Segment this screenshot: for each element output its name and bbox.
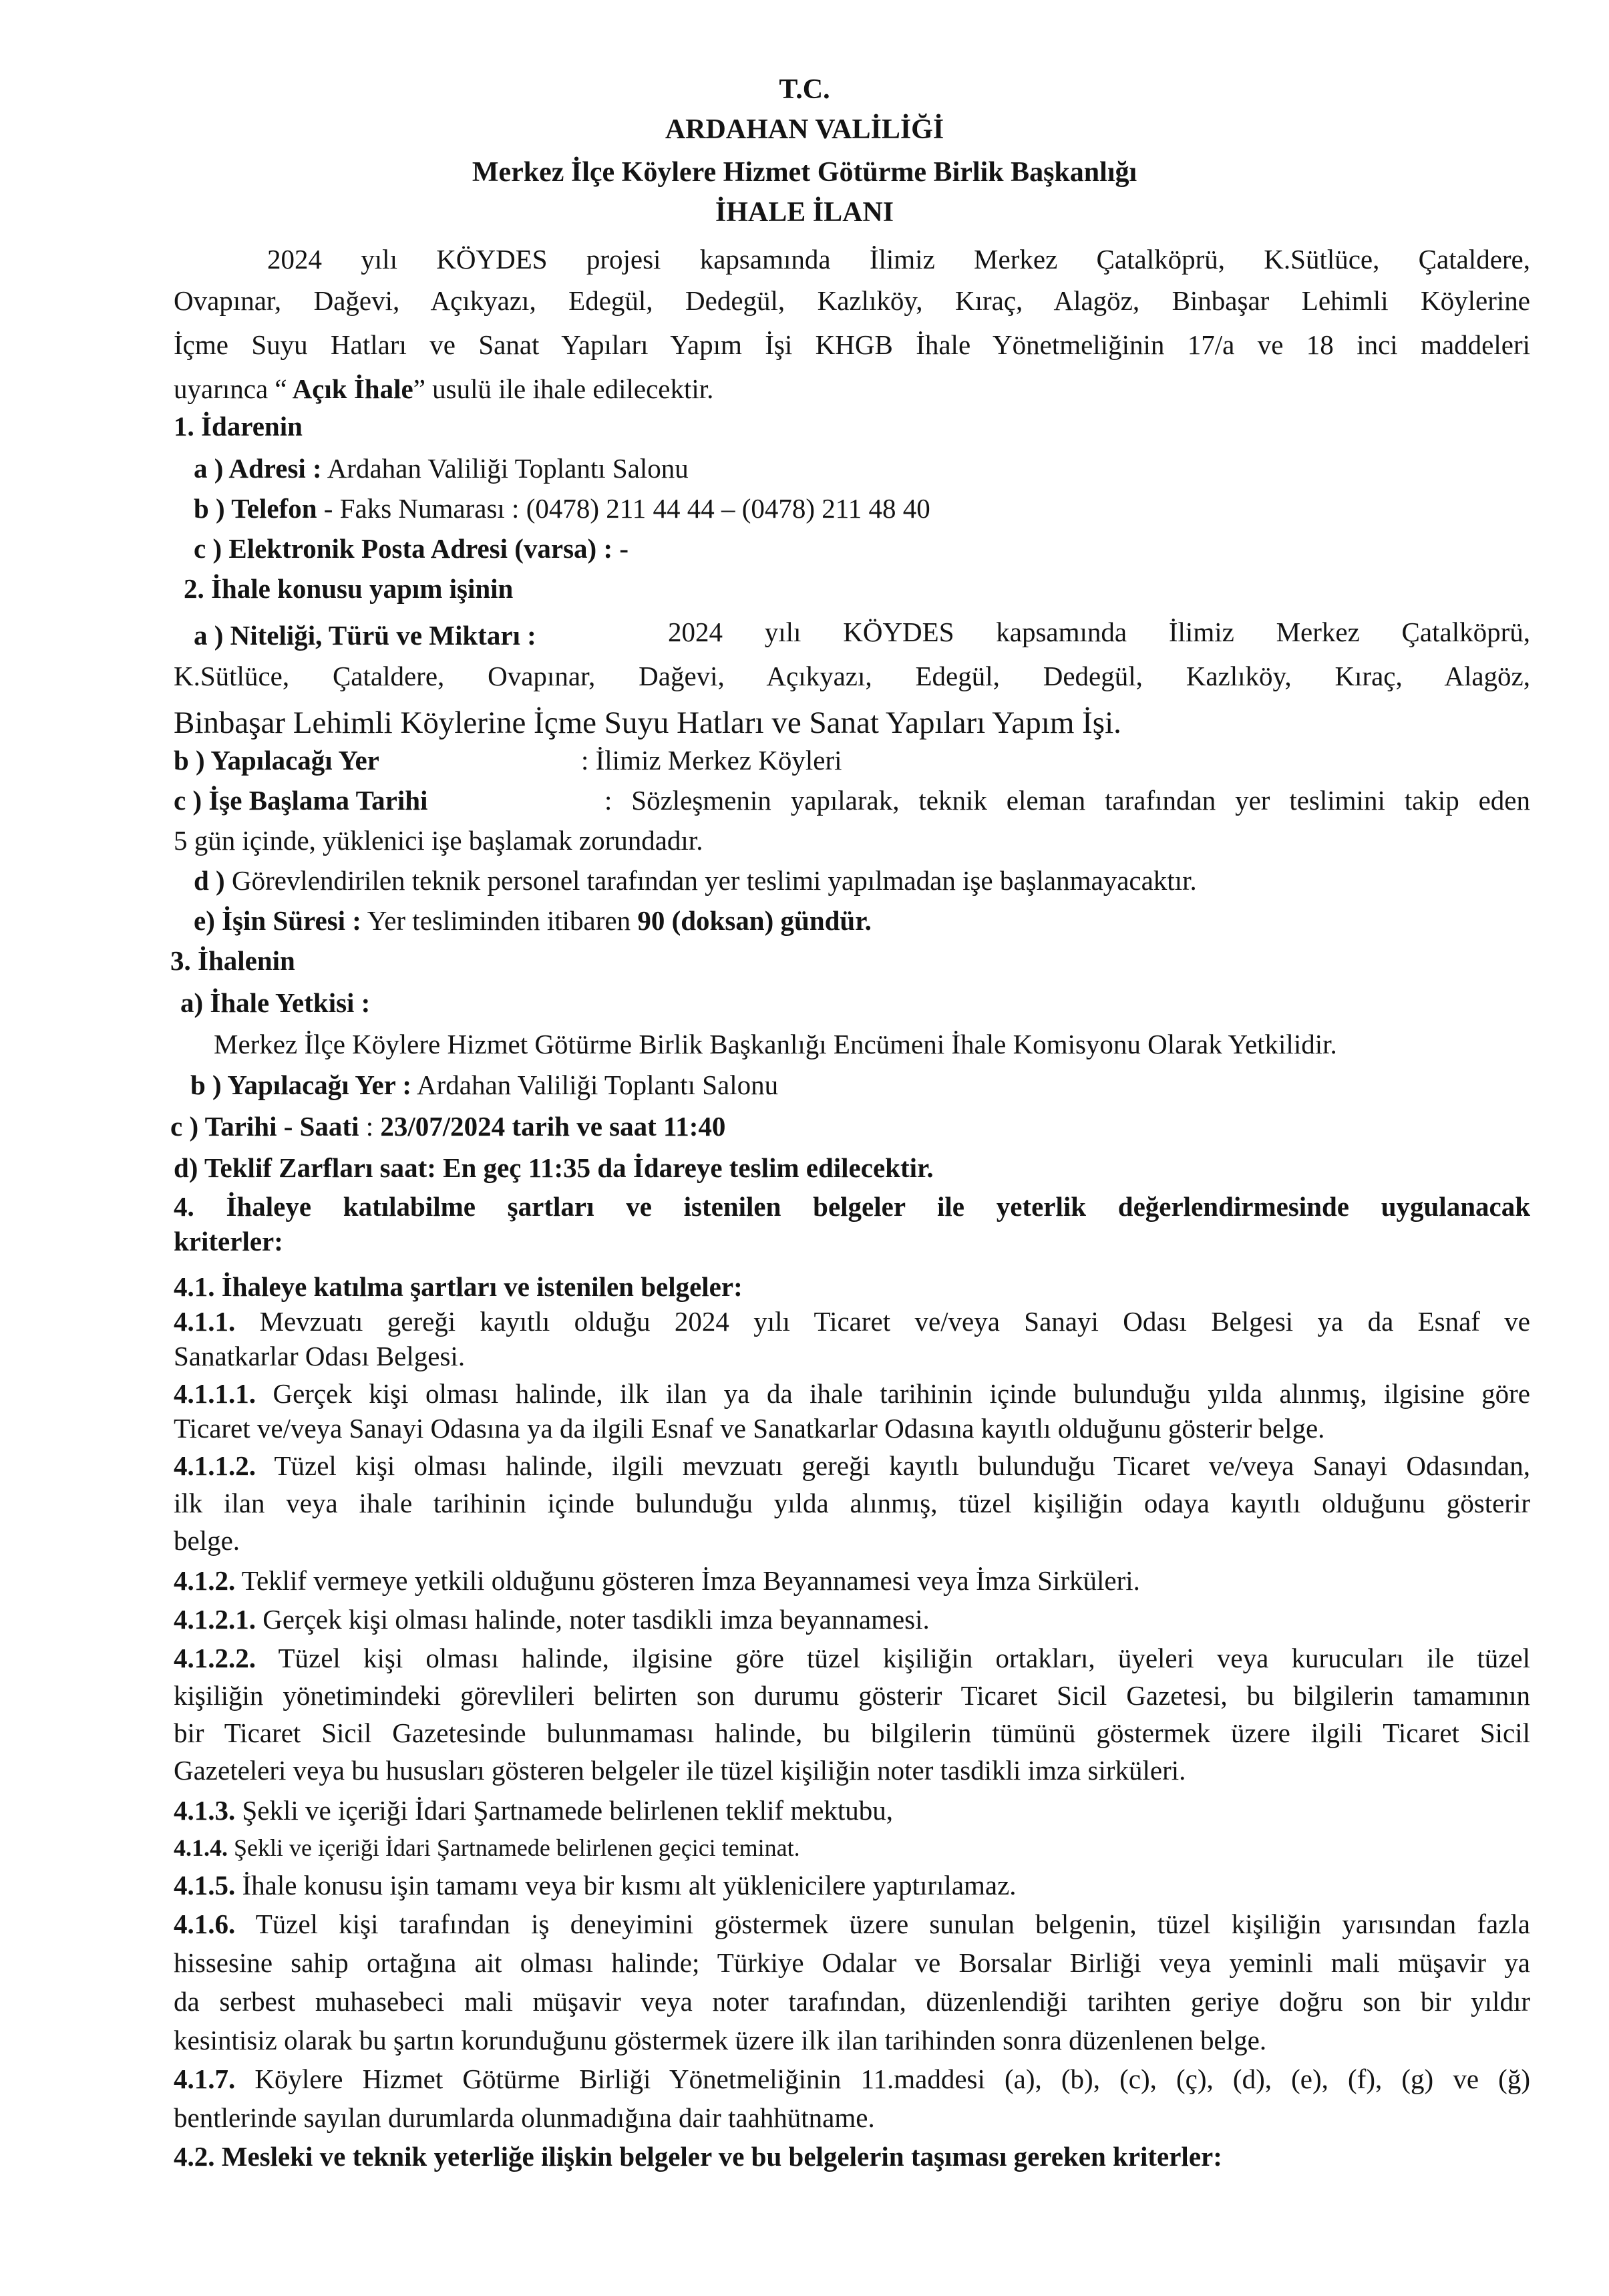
s2-nature-line-2: K.Sütlüce, Çataldere, Ovapınar, Dağevi, Açıkyazı, Edegül, Dedegül, Kazlıköy, Kıraç, Alagöz, xyxy=(174,661,1530,691)
s42-heading: 4.2. Mesleki ve teknik yeterliğe ilişkin belgeler ve bu belgelerin taşıması gereken kriterler: xyxy=(174,2141,1222,2172)
i4121-line xyxy=(174,1602,930,1637)
i414-num: 4.1.4. xyxy=(174,1834,228,1861)
header-governorship: ARDAHAN VALİLİĞİ xyxy=(665,114,944,145)
s4-heading-line-1: 4. İhaleye katılabilme şartları ve istenilen belgeler ile yeterlik değerlendirmesinde uygulanacak xyxy=(174,1191,1530,1222)
i4111-text: Gerçek kişi olması halinde, ilk ilan ya da ihale tarihinin içinde bulunduğu yılda alınmış, ilgisine göre xyxy=(256,1378,1530,1409)
s1-heading: 1. İdarenin xyxy=(174,411,303,442)
s3-venue-label: b ) Yapılacağı Yer : xyxy=(190,1070,412,1100)
s2-location-label: b ) Yapılacağı Yer xyxy=(174,745,379,776)
i4111-num: 4.1.1.1. xyxy=(174,1378,256,1409)
i417-line-2: bentlerinde sayılan durumlarda olunmadığına dair taahhütname. xyxy=(174,2102,875,2133)
intro-line-4-pre: uyarınca “ xyxy=(174,373,287,404)
i4111-line-2: Ticaret ve/veya Sanayi Odasına ya da ilgili Esnaf ve Sanatkarlar Odasına kayıtlı olduğunu gösterir belge. xyxy=(174,1413,1325,1444)
s2-location-value: : İlimiz Merkez Köyleri xyxy=(581,745,842,776)
s3-date-value: 23/07/2024 tarih ve saat 11:40 xyxy=(380,1111,726,1142)
i4112-line-1 xyxy=(174,1448,1530,1483)
i416-line-1 xyxy=(174,1907,1530,1941)
s1-address-label: a ) Adresi : xyxy=(194,453,322,484)
i4112-num: 4.1.1.2. xyxy=(174,1450,256,1481)
i411-num: 4.1.1. xyxy=(174,1306,236,1337)
s1-phone-value: - Faks Numarası : (0478) 211 44 44 – (0478) 211 48 40 xyxy=(317,493,930,524)
header-tc: T.C. xyxy=(779,74,830,105)
i411-line-1 xyxy=(174,1304,1530,1339)
intro-line-4 xyxy=(174,371,713,406)
i4111-line-1 xyxy=(174,1376,1530,1411)
i417-text: Köylere Hizmet Götürme Birliği Yönetmeliğinin 11.maddesi (a), (b), (c), (ç), (d), (e), (f), (g) ve (ğ) xyxy=(235,2064,1530,2094)
i4122-line-4: Gazeteleri veya bu hususları gösteren belgeler ile tüzel kişiliğin noter tasdikli imza sirküleri. xyxy=(174,1755,1186,1786)
s2-site-delivery xyxy=(194,863,1197,898)
i4112-line-2: ilk ilan veya ihale tarihinin içinde bulunduğu yılda alınmış, tüzel kişiliğin odaya kayıtlı olduğunu gösterir xyxy=(174,1488,1530,1518)
i416-line-3: da serbest muhasebeci mali müşavir veya noter tarafından, düzenlendiği tarihten geriye doğru son bir yıldır xyxy=(174,1986,1530,2017)
s2-d-label: d ) xyxy=(194,865,225,896)
i414-text: Şekli ve içeriği İdari Şartnamede belirlenen geçici teminat. xyxy=(228,1834,800,1861)
i417-line-1 xyxy=(174,2062,1530,2096)
s2-nature-line-3: Binbaşar Lehimli Köylerine İçme Suyu Hatları ve Sanat Yapıları Yapım İşi. xyxy=(174,705,1121,740)
s3-venue-value: Ardahan Valiliği Toplantı Salonu xyxy=(411,1070,779,1100)
notice-title: İHALE İLANI xyxy=(715,197,894,228)
i4112-line-3: belge. xyxy=(174,1525,240,1556)
i416-num: 4.1.6. xyxy=(174,1909,236,1939)
i415-num: 4.1.5. xyxy=(174,1870,236,1901)
i4122-num: 4.1.2.2. xyxy=(174,1643,256,1673)
i416-line-2: hissesine sahip ortağına ait olması halinde; Türkiye Odalar ve Borsalar Birliği veya yeminli mali müşavir ya xyxy=(174,1947,1530,1978)
i417-num: 4.1.7. xyxy=(174,2064,236,2094)
i415-text: İhale konusu işin tamamı veya bir kısmı alt yüklenicilere yaptırılamaz. xyxy=(235,1870,1017,1901)
i415-line xyxy=(174,1868,1017,1903)
i4122-line-2: kişiliğin yönetimindeki görevlileri belirten son durumu gösterir Ticaret Sicil Gazetesi, bu bilgilerin tamamının xyxy=(174,1680,1530,1711)
i4121-text: Gerçek kişi olması halinde, noter tasdikli imza beyannamesi. xyxy=(256,1604,930,1635)
s3-authority-value: Merkez İlçe Köylere Hizmet Götürme Birlik Başkanlığı Encümeni İhale Komisyonu Olarak Yetkilidir. xyxy=(214,1029,1337,1059)
i416-text: Tüzel kişi tarafından iş deneyimini göstermek üzere sunulan belgenin, tüzel kişiliğin yarısından fazla xyxy=(235,1909,1530,1939)
s2-nature-value-line-1: 2024 yılı KÖYDES kapsamında İlimiz Merkez Çatalköprü, xyxy=(668,617,1530,647)
s2-duration-label: e) İşin Süresi : xyxy=(194,905,361,936)
s2-nature-label: a ) Niteliği, Türü ve Miktarı : xyxy=(194,620,536,651)
intro-line-3: İçme Suyu Hatları ve Sanat Yapıları Yapım İşi KHGB İhale Yönetmeliğinin 17/a ve 18 inci maddeleri xyxy=(174,329,1530,360)
i4122-line-1 xyxy=(174,1641,1530,1675)
s2-heading: 2. İhale konusu yapım işinin xyxy=(184,573,514,604)
s2-d-text: Görevlendirilen teknik personel tarafından yer teslimi yapılmadan işe başlanmayacaktır. xyxy=(224,865,1197,896)
s1-email: c ) Elektronik Posta Adresi (varsa) : - xyxy=(194,533,629,564)
i412-num: 4.1.2. xyxy=(174,1565,236,1596)
i416-line-4: kesintisiz olarak bu şartın korunduğunu göstermek üzere ilk ilan tarihinden sonra düzenlenen belge. xyxy=(174,2025,1267,2056)
s1-address xyxy=(194,451,689,486)
s4-heading-line-2: kriterler: xyxy=(174,1226,283,1257)
i4122-text: Tüzel kişi olması halinde, ilgisine göre tüzel kişiliğin ortakları, üyeleri veya kurucuları ile tüzel xyxy=(256,1643,1530,1673)
s3-heading: 3. İhalenin xyxy=(170,945,295,976)
s2-start-date-line-2: 5 gün içinde, yüklenici işe başlamak zorundadır. xyxy=(174,825,703,856)
s2-start-date-value: : Sözleşmenin yapılarak, teknik eleman tarafından yer teslimini takip eden xyxy=(604,785,1530,816)
s2-nature-line-1 xyxy=(194,615,536,655)
s1-phone-label: b ) Telefon xyxy=(194,493,317,524)
header-union: Merkez İlçe Köylere Hizmet Götürme Birlik Başkanlığı xyxy=(472,157,1137,188)
s3-authority-label: a) İhale Yetkisi : xyxy=(180,987,371,1018)
intro-line-4-post: ” usulü ile ihale edilecektir. xyxy=(413,373,714,404)
intro-line-1: 2024 yılı KÖYDES projesi kapsamında İlimiz Merkez Çatalköprü, K.Sütlüce, Çataldere, xyxy=(267,244,1530,275)
intro-line-2: Ovapınar, Dağevi, Açıkyazı, Edegül, Dedegül, Kazlıköy, Kıraç, Alagöz, Binbaşar Lehimli Köylerine xyxy=(174,285,1530,316)
s41-heading: 4.1. İhaleye katılma şartları ve istenilen belgeler: xyxy=(174,1271,743,1302)
i413-text: Şekli ve içeriği İdari Şartnamede belirlenen teklif mektubu, xyxy=(235,1795,894,1826)
s3-date-time xyxy=(170,1109,725,1144)
i413-num: 4.1.3. xyxy=(174,1795,236,1826)
s2-start-date-label: c ) İşe Başlama Tarihi xyxy=(174,785,428,816)
s3-bid-deadline: d) Teklif Zarfları saat: En geç 11:35 da İdareye teslim edilecektir. xyxy=(174,1152,934,1183)
s2-duration-value: Yer tesliminden itibaren xyxy=(361,905,638,936)
i411-line-2: Sanatkarlar Odası Belgesi. xyxy=(174,1341,466,1371)
i414-line xyxy=(174,1830,800,1865)
i4121-num: 4.1.2.1. xyxy=(174,1604,256,1635)
intro-tender-type: Açık İhale xyxy=(287,373,413,404)
s2-duration xyxy=(194,903,872,938)
s1-phone-fax xyxy=(194,491,930,526)
i4112-text: Tüzel kişi olması halinde, ilgili mevzuatı gereği kayıtlı bulunduğu Ticaret ve/veya Sanayi Odasından, xyxy=(256,1450,1530,1481)
s2-duration-days: 90 (doksan) gündür. xyxy=(637,905,872,936)
s3-date-label: c ) Tarihi - Saati xyxy=(170,1111,359,1142)
i4122-line-3: bir Ticaret Sicil Gazetesinde bulunmaması halinde, bu bilgilerin tümünü göstermek üzere ilgili Ticaret Sicil xyxy=(174,1717,1530,1748)
i412-text: Teklif vermeye yetkili olduğunu gösteren İmza Beyannamesi veya İmza Sirküleri. xyxy=(235,1565,1140,1596)
s3-date-sep: : xyxy=(359,1111,381,1142)
i413-line xyxy=(174,1793,893,1828)
i412-line xyxy=(174,1563,1140,1598)
s1-address-value: Ardahan Valiliği Toplantı Salonu xyxy=(321,453,689,484)
i411-text: Mevzuatı gereği kayıtlı olduğu 2024 yılı Ticaret ve/veya Sanayi Odası Belgesi ya da Esnaf ve xyxy=(235,1306,1530,1337)
s3-venue xyxy=(190,1068,778,1102)
